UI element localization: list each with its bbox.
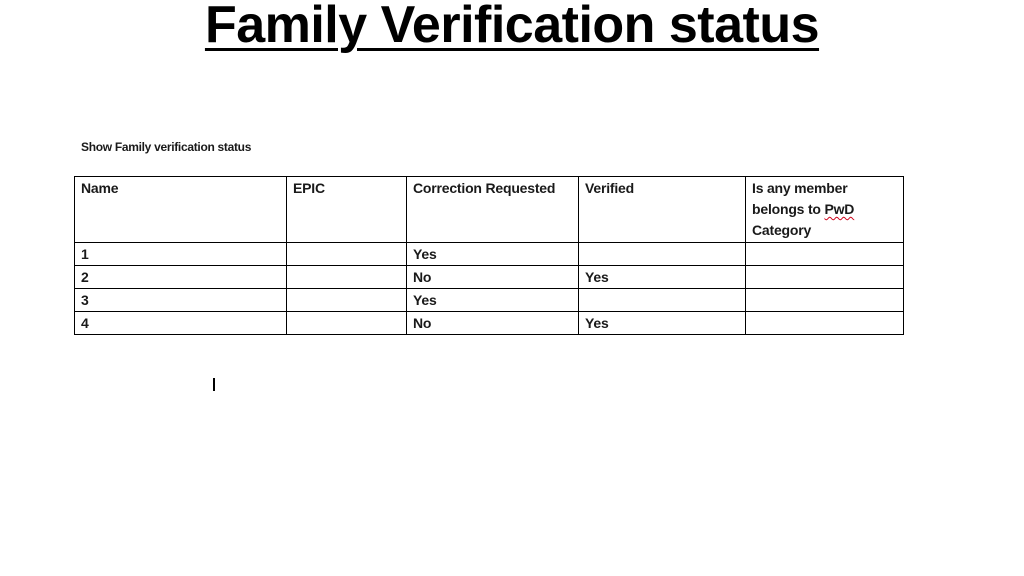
header-pwd-text-1: Is any member belongs to [752,180,848,217]
cell-verified [579,289,746,312]
cell-name: 1 [75,243,287,266]
page-title [0,0,1024,56]
cell-verified: Yes [579,266,746,289]
text-cursor-icon [213,378,215,391]
header-epic: EPIC [287,177,407,243]
header-verified: Verified [579,177,746,243]
cell-verified [579,243,746,266]
cell-pwd [746,289,904,312]
section-subheading: Show Family verification status [81,140,252,154]
cell-name: 4 [75,312,287,335]
cell-verified: Yes [579,312,746,335]
cell-pwd [746,312,904,335]
header-pwd-category [746,177,904,243]
table-row [75,289,904,312]
cell-name: 2 [75,266,287,289]
table-row [75,312,904,335]
cell-pwd [746,243,904,266]
cell-correction: No [407,312,579,335]
header-name: Name [75,177,287,243]
cell-epic [287,289,407,312]
cell-correction: Yes [407,243,579,266]
header-correction-requested: Correction Requested [407,177,579,243]
table-row [75,266,904,289]
family-verification-table [74,176,904,335]
cell-pwd [746,266,904,289]
cell-correction: No [407,266,579,289]
table-header-row [75,177,904,243]
cell-epic [287,243,407,266]
cell-correction: Yes [407,289,579,312]
cell-epic [287,266,407,289]
cell-epic [287,312,407,335]
table-row [75,243,904,266]
header-pwd-text-3: Category [752,222,812,238]
page-title-text: Family Verification status [204,0,820,54]
cell-name: 3 [75,289,287,312]
header-pwd-text-2: PwD [824,201,855,217]
